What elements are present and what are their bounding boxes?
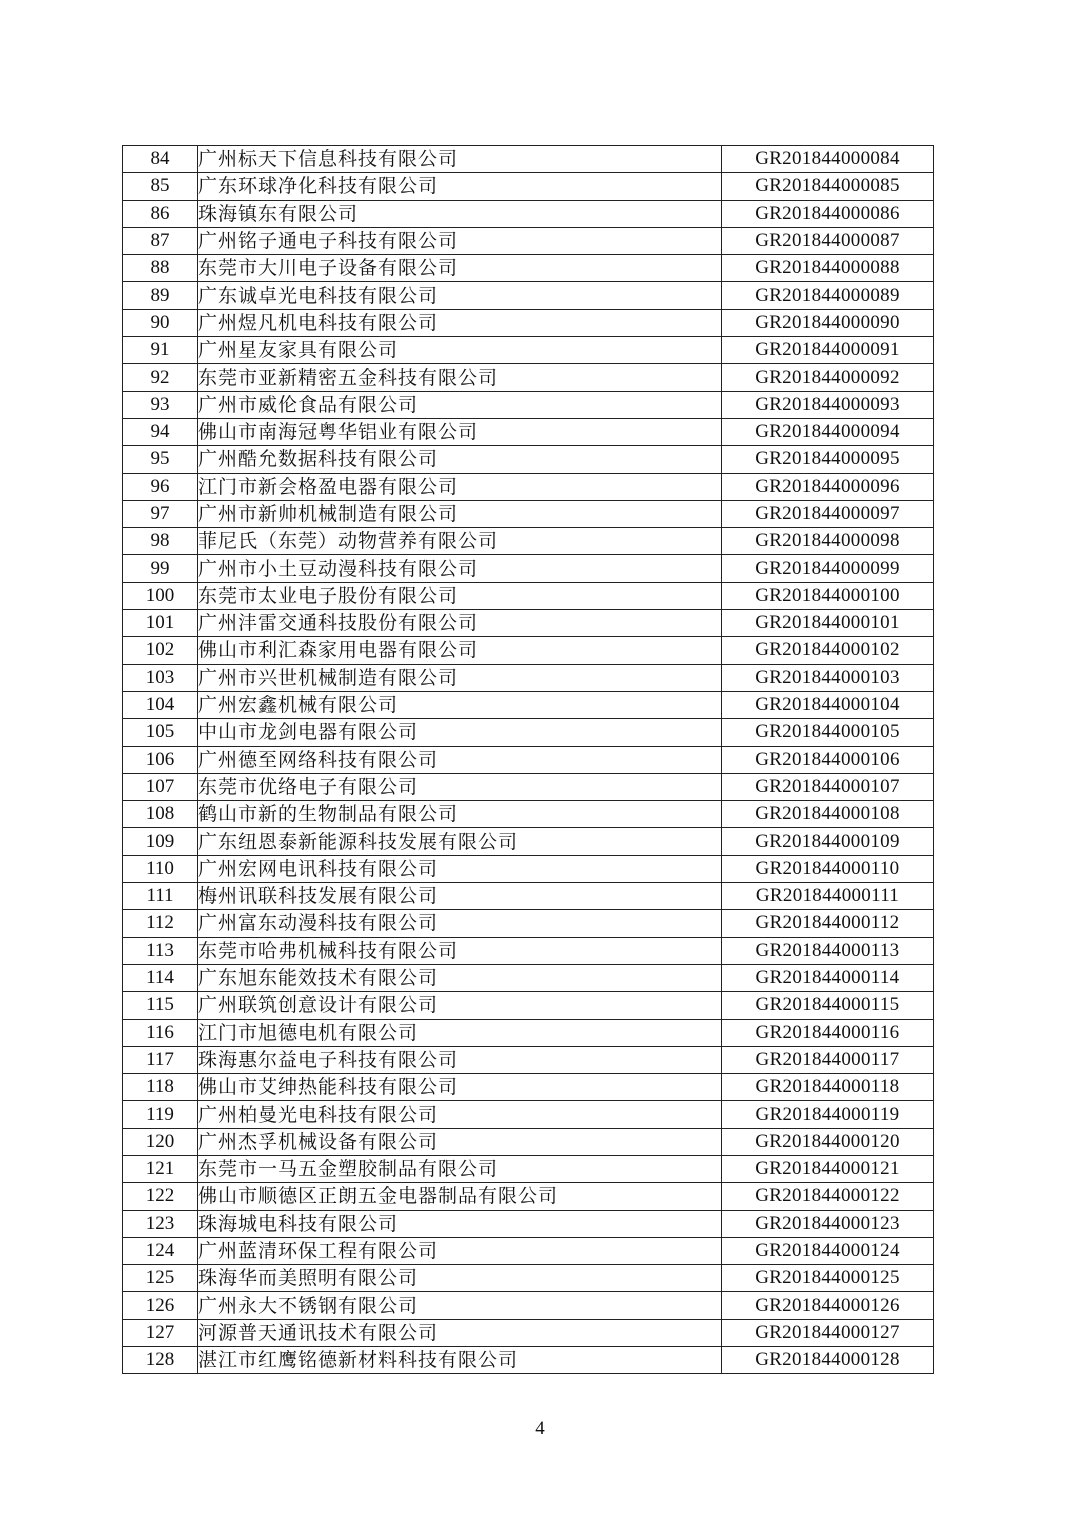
- certificate-number: GR201844000104: [722, 691, 934, 718]
- company-name: 江门市新会格盈电器有限公司: [198, 473, 722, 500]
- table-row: [123, 1046, 934, 1073]
- row-number: 84: [123, 146, 198, 173]
- company-name: 广州杰孚机械设备有限公司: [198, 1128, 722, 1155]
- certificate-number: GR201844000092: [722, 364, 934, 391]
- table-row: [123, 337, 934, 364]
- company-name: 广州星友家具有限公司: [198, 337, 722, 364]
- certificate-number: GR201844000094: [722, 418, 934, 445]
- table-row: [123, 1101, 934, 1128]
- company-name: 珠海城电科技有限公司: [198, 1210, 722, 1237]
- page-number: 4: [535, 1418, 545, 1439]
- certificate-number: GR201844000112: [722, 910, 934, 937]
- table-row: [123, 992, 934, 1019]
- table-row: [123, 391, 934, 418]
- table-row: [123, 282, 934, 309]
- row-number: 93: [123, 391, 198, 418]
- company-name: 广州煜凡机电科技有限公司: [198, 309, 722, 336]
- certificate-number: GR201844000106: [722, 746, 934, 773]
- table-row: [123, 637, 934, 664]
- table-row: [123, 1074, 934, 1101]
- company-name: 佛山市艾绅热能科技有限公司: [198, 1074, 722, 1101]
- certificate-number: GR201844000114: [722, 964, 934, 991]
- row-number: 92: [123, 364, 198, 391]
- company-table: [122, 145, 934, 1374]
- company-name: 广东诚卓光电科技有限公司: [198, 282, 722, 309]
- row-number: 94: [123, 418, 198, 445]
- table-row: [123, 1183, 934, 1210]
- row-number: 128: [123, 1347, 198, 1374]
- table-row: [123, 1019, 934, 1046]
- table-row: [123, 555, 934, 582]
- row-number: 109: [123, 828, 198, 855]
- certificate-number: GR201844000105: [722, 719, 934, 746]
- row-number: 85: [123, 173, 198, 200]
- table-row: [123, 173, 934, 200]
- table-row: [123, 418, 934, 445]
- certificate-number: GR201844000110: [722, 855, 934, 882]
- row-number: 122: [123, 1183, 198, 1210]
- certificate-number: GR201844000090: [722, 309, 934, 336]
- row-number: 112: [123, 910, 198, 937]
- certificate-number: GR201844000100: [722, 582, 934, 609]
- certificate-number: GR201844000102: [722, 637, 934, 664]
- company-name: 中山市龙剑电器有限公司: [198, 719, 722, 746]
- row-number: 125: [123, 1265, 198, 1292]
- certificate-number: GR201844000119: [722, 1101, 934, 1128]
- row-number: 120: [123, 1128, 198, 1155]
- certificate-number: GR201844000088: [722, 255, 934, 282]
- table-row: [123, 1210, 934, 1237]
- company-name: 广州铭子通电子科技有限公司: [198, 227, 722, 254]
- table-row: [123, 1128, 934, 1155]
- company-name: 广东环球净化科技有限公司: [198, 173, 722, 200]
- row-number: 100: [123, 582, 198, 609]
- row-number: 102: [123, 637, 198, 664]
- company-name: 菲尼氏（东莞）动物营养有限公司: [198, 528, 722, 555]
- company-name: 珠海镇东有限公司: [198, 200, 722, 227]
- table-row: [123, 1155, 934, 1182]
- table-row: [123, 746, 934, 773]
- company-name: 东莞市一马五金塑胶制品有限公司: [198, 1155, 722, 1182]
- company-name: 东莞市太业电子股份有限公司: [198, 582, 722, 609]
- certificate-number: GR201844000087: [722, 227, 934, 254]
- company-name: 广东旭东能效技术有限公司: [198, 964, 722, 991]
- row-number: 89: [123, 282, 198, 309]
- row-number: 86: [123, 200, 198, 227]
- row-number: 127: [123, 1319, 198, 1346]
- certificate-number: GR201844000098: [722, 528, 934, 555]
- table-row: [123, 582, 934, 609]
- company-name: 广州宏网电讯科技有限公司: [198, 855, 722, 882]
- table-row: [123, 610, 934, 637]
- table-row: [123, 828, 934, 855]
- table-row: [123, 719, 934, 746]
- company-name: 广州市新帅机械制造有限公司: [198, 500, 722, 527]
- certificate-number: GR201844000085: [722, 173, 934, 200]
- table-row: [123, 364, 934, 391]
- row-number: 114: [123, 964, 198, 991]
- certificate-number: GR201844000086: [722, 200, 934, 227]
- certificate-number: GR201844000101: [722, 610, 934, 637]
- table-row: [123, 1292, 934, 1319]
- certificate-number: GR201844000107: [722, 773, 934, 800]
- certificate-number: GR201844000097: [722, 500, 934, 527]
- row-number: 123: [123, 1210, 198, 1237]
- row-number: 119: [123, 1101, 198, 1128]
- certificate-number: GR201844000120: [722, 1128, 934, 1155]
- table-row: [123, 500, 934, 527]
- row-number: 126: [123, 1292, 198, 1319]
- row-number: 117: [123, 1046, 198, 1073]
- table-row: [123, 855, 934, 882]
- certificate-number: GR201844000125: [722, 1265, 934, 1292]
- company-name: 广东纽恩泰新能源科技发展有限公司: [198, 828, 722, 855]
- certificate-number: GR201844000093: [722, 391, 934, 418]
- table-row: [123, 473, 934, 500]
- row-number: 99: [123, 555, 198, 582]
- table-row: [123, 528, 934, 555]
- table-row: [123, 910, 934, 937]
- row-number: 96: [123, 473, 198, 500]
- company-name: 河源普天通讯技术有限公司: [198, 1319, 722, 1346]
- table-row: [123, 255, 934, 282]
- row-number: 107: [123, 773, 198, 800]
- table-row: [123, 691, 934, 718]
- table-row: [123, 1319, 934, 1346]
- company-name: 梅州讯联科技发展有限公司: [198, 883, 722, 910]
- company-name: 东莞市大川电子设备有限公司: [198, 255, 722, 282]
- row-number: 101: [123, 610, 198, 637]
- company-name: 湛江市红鹰铭德新材料科技有限公司: [198, 1347, 722, 1374]
- company-name: 珠海惠尔益电子科技有限公司: [198, 1046, 722, 1073]
- company-name: 广州联筑创意设计有限公司: [198, 992, 722, 1019]
- row-number: 103: [123, 664, 198, 691]
- company-name: 广州永大不锈钢有限公司: [198, 1292, 722, 1319]
- company-name: 珠海华而美照明有限公司: [198, 1265, 722, 1292]
- row-number: 87: [123, 227, 198, 254]
- certificate-number: GR201844000095: [722, 446, 934, 473]
- company-name: 东莞市优络电子有限公司: [198, 773, 722, 800]
- company-name: 东莞市哈弗机械科技有限公司: [198, 937, 722, 964]
- certificate-number: GR201844000122: [722, 1183, 934, 1210]
- table-row: [123, 664, 934, 691]
- row-number: 116: [123, 1019, 198, 1046]
- certificate-number: GR201844000123: [722, 1210, 934, 1237]
- company-name: 江门市旭德电机有限公司: [198, 1019, 722, 1046]
- row-number: 115: [123, 992, 198, 1019]
- row-number: 98: [123, 528, 198, 555]
- row-number: 121: [123, 1155, 198, 1182]
- certificate-number: GR201844000096: [722, 473, 934, 500]
- company-name: 广州德至网络科技有限公司: [198, 746, 722, 773]
- certificate-number: GR201844000089: [722, 282, 934, 309]
- certificate-number: GR201844000109: [722, 828, 934, 855]
- certificate-number: GR201844000115: [722, 992, 934, 1019]
- certificate-number: GR201844000099: [722, 555, 934, 582]
- table-row: [123, 801, 934, 828]
- row-number: 105: [123, 719, 198, 746]
- company-name: 广州沣雷交通科技股份有限公司: [198, 610, 722, 637]
- certificate-number: GR201844000124: [722, 1237, 934, 1264]
- table-row: [123, 200, 934, 227]
- row-number: 90: [123, 309, 198, 336]
- company-name: 广州蓝清环保工程有限公司: [198, 1237, 722, 1264]
- company-name: 佛山市利汇森家用电器有限公司: [198, 637, 722, 664]
- row-number: 108: [123, 801, 198, 828]
- row-number: 88: [123, 255, 198, 282]
- row-number: 97: [123, 500, 198, 527]
- company-name: 佛山市南海冠粤华铝业有限公司: [198, 418, 722, 445]
- company-name: 广州宏鑫机械有限公司: [198, 691, 722, 718]
- table-row: [123, 309, 934, 336]
- certificate-number: GR201844000126: [722, 1292, 934, 1319]
- company-name: 广州富东动漫科技有限公司: [198, 910, 722, 937]
- certificate-number: GR201844000108: [722, 801, 934, 828]
- table-row: [123, 146, 934, 173]
- table-row: [123, 883, 934, 910]
- company-name: 广州酷允数据科技有限公司: [198, 446, 722, 473]
- certificate-number: GR201844000118: [722, 1074, 934, 1101]
- certificate-number: GR201844000117: [722, 1046, 934, 1073]
- certificate-number: GR201844000113: [722, 937, 934, 964]
- row-number: 118: [123, 1074, 198, 1101]
- row-number: 106: [123, 746, 198, 773]
- company-table-body: [123, 146, 934, 1374]
- row-number: 124: [123, 1237, 198, 1264]
- company-name: 广州柏曼光电科技有限公司: [198, 1101, 722, 1128]
- row-number: 111: [123, 883, 198, 910]
- certificate-number: GR201844000103: [722, 664, 934, 691]
- table-row: [123, 446, 934, 473]
- row-number: 95: [123, 446, 198, 473]
- company-name: 广州市小土豆动漫科技有限公司: [198, 555, 722, 582]
- table-row: [123, 964, 934, 991]
- company-name: 鹤山市新的生物制品有限公司: [198, 801, 722, 828]
- company-name: 广州市兴世机械制造有限公司: [198, 664, 722, 691]
- table-row: [123, 937, 934, 964]
- company-name: 广州市威伦食品有限公司: [198, 391, 722, 418]
- company-name: 广州标天下信息科技有限公司: [198, 146, 722, 173]
- certificate-number: GR201844000111: [722, 883, 934, 910]
- certificate-number: GR201844000121: [722, 1155, 934, 1182]
- certificate-number: GR201844000128: [722, 1347, 934, 1374]
- table-row: [123, 773, 934, 800]
- certificate-number: GR201844000127: [722, 1319, 934, 1346]
- table-row: [123, 1265, 934, 1292]
- certificate-number: GR201844000116: [722, 1019, 934, 1046]
- table-row: [123, 1347, 934, 1374]
- certificate-number: GR201844000091: [722, 337, 934, 364]
- row-number: 104: [123, 691, 198, 718]
- row-number: 91: [123, 337, 198, 364]
- table-row: [123, 227, 934, 254]
- row-number: 113: [123, 937, 198, 964]
- table-row: [123, 1237, 934, 1264]
- row-number: 110: [123, 855, 198, 882]
- company-name: 佛山市顺德区正朗五金电器制品有限公司: [198, 1183, 722, 1210]
- company-name: 东莞市亚新精密五金科技有限公司: [198, 364, 722, 391]
- certificate-number: GR201844000084: [722, 146, 934, 173]
